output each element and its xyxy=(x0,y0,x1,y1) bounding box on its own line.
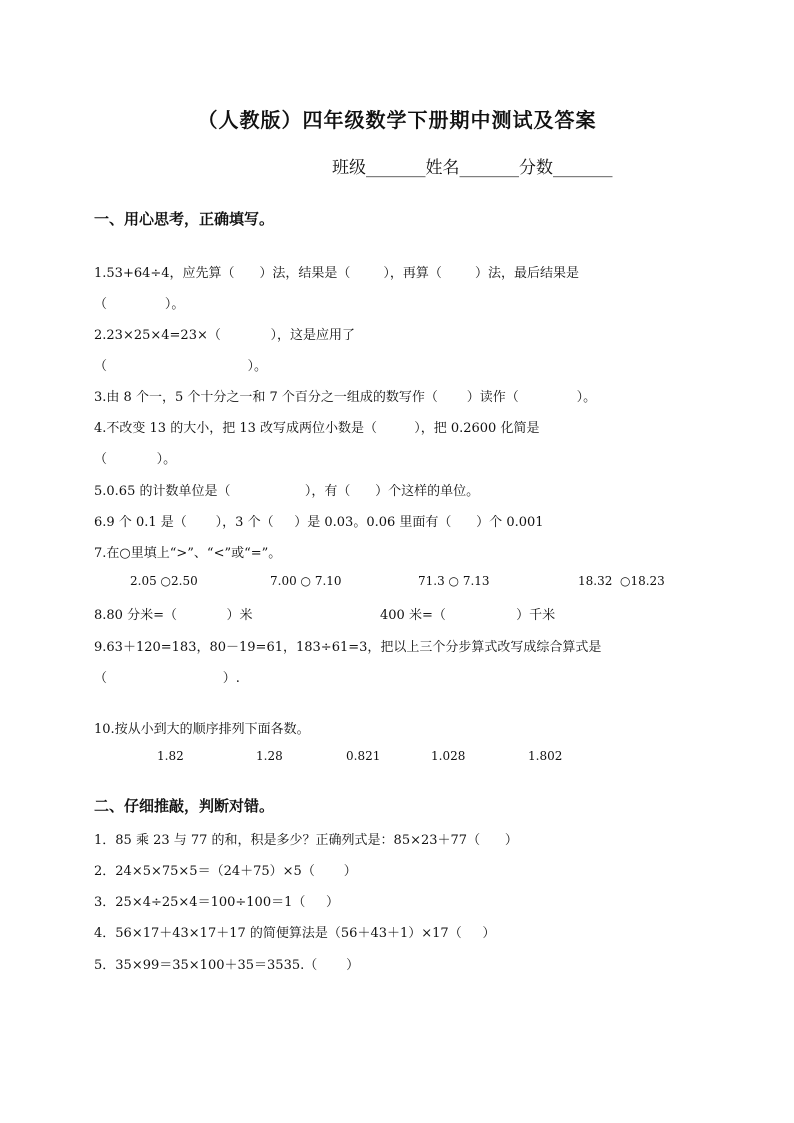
question-5: 5.0.65 的计数单位是（ ），有（ ）个这样的单位。 xyxy=(94,484,480,499)
comparison-item: 71.3 ○ 7.13 xyxy=(418,574,490,588)
page-title: （人教版）四年级数学下册期中测试及答案 xyxy=(197,108,597,132)
judgement-item-3: 3．25×4÷25×4＝100÷100＝1（ ） xyxy=(94,895,340,910)
section-2-heading: 二、仔细推敲，判断对错。 xyxy=(94,797,275,815)
question-8-part-1: 8.80 分米=（ ）米 xyxy=(94,608,253,623)
question-6: 6.9 个 0.1 是（ ），3 个（ ）是 0.03。0.06 里面有（ ）个 0.001 xyxy=(94,515,544,530)
question-10: 10.按从小到大的顺序排列下面各数。 xyxy=(94,722,310,737)
section-1-heading: 一、用心思考，正确填写。 xyxy=(94,210,275,228)
question-4-line-2: （ ）。 xyxy=(94,452,177,467)
question-9-line-1: 9.63＋120=183，80－19=61，183÷61=3，把以上三个分步算式改写成综合算式是 xyxy=(94,640,602,655)
question-3: 3.由 8 个一，5 个十分之一和 7 个百分之一组成的数写作（ ）读作（ ）。 xyxy=(94,390,597,405)
number-item: 1.802 xyxy=(528,749,563,763)
comparison-item: 7.00 ○ 7.10 xyxy=(270,574,342,588)
question-8-part-2: 400 米=（ ）千米 xyxy=(380,608,556,623)
judgement-item-4: 4．56×17＋43×17＋17 的简便算法是（56＋43＋1）×17（ ） xyxy=(94,926,496,941)
comparison-item: 18.32 ○18.23 xyxy=(578,574,665,588)
question-2-line-1: 2.23×25×4=23×（ ），这是应用了 xyxy=(94,328,355,343)
student-info-line: 班级_______姓名_______分数_______ xyxy=(332,158,613,178)
comparison-item: 2.05 ○2.50 xyxy=(130,574,198,588)
number-item: 1.028 xyxy=(431,749,466,763)
question-1-line-2: （ ）。 xyxy=(94,297,185,312)
question-1-line-1: 1.53+64÷4，应先算（ ）法，结果是（ ），再算（ ）法，最后结果是 xyxy=(94,266,579,281)
judgement-item-1: 1．85 乘 23 与 77 的和，积是多少？正确列式是：85×23＋77（ ） xyxy=(94,833,518,848)
judgement-item-5: 5．35×99＝35×100＋35＝3535.（ ） xyxy=(94,958,360,973)
number-item: 1.82 xyxy=(157,749,184,763)
question-7: 7.在○里填上“>”、“<”或“=”。 xyxy=(94,546,282,561)
question-2-line-2: （ ）。 xyxy=(94,359,267,374)
question-9-line-2: （ ）. xyxy=(94,671,240,686)
number-item: 0.821 xyxy=(346,749,381,763)
question-4-line-1: 4.不改变 13 的大小，把 13 改写成两位小数是（ ），把 0.2600 化简是 xyxy=(94,421,540,436)
number-item: 1.28 xyxy=(256,749,283,763)
judgement-item-2: 2．24×5×75×5＝（24＋75）×5（ ） xyxy=(94,864,357,879)
